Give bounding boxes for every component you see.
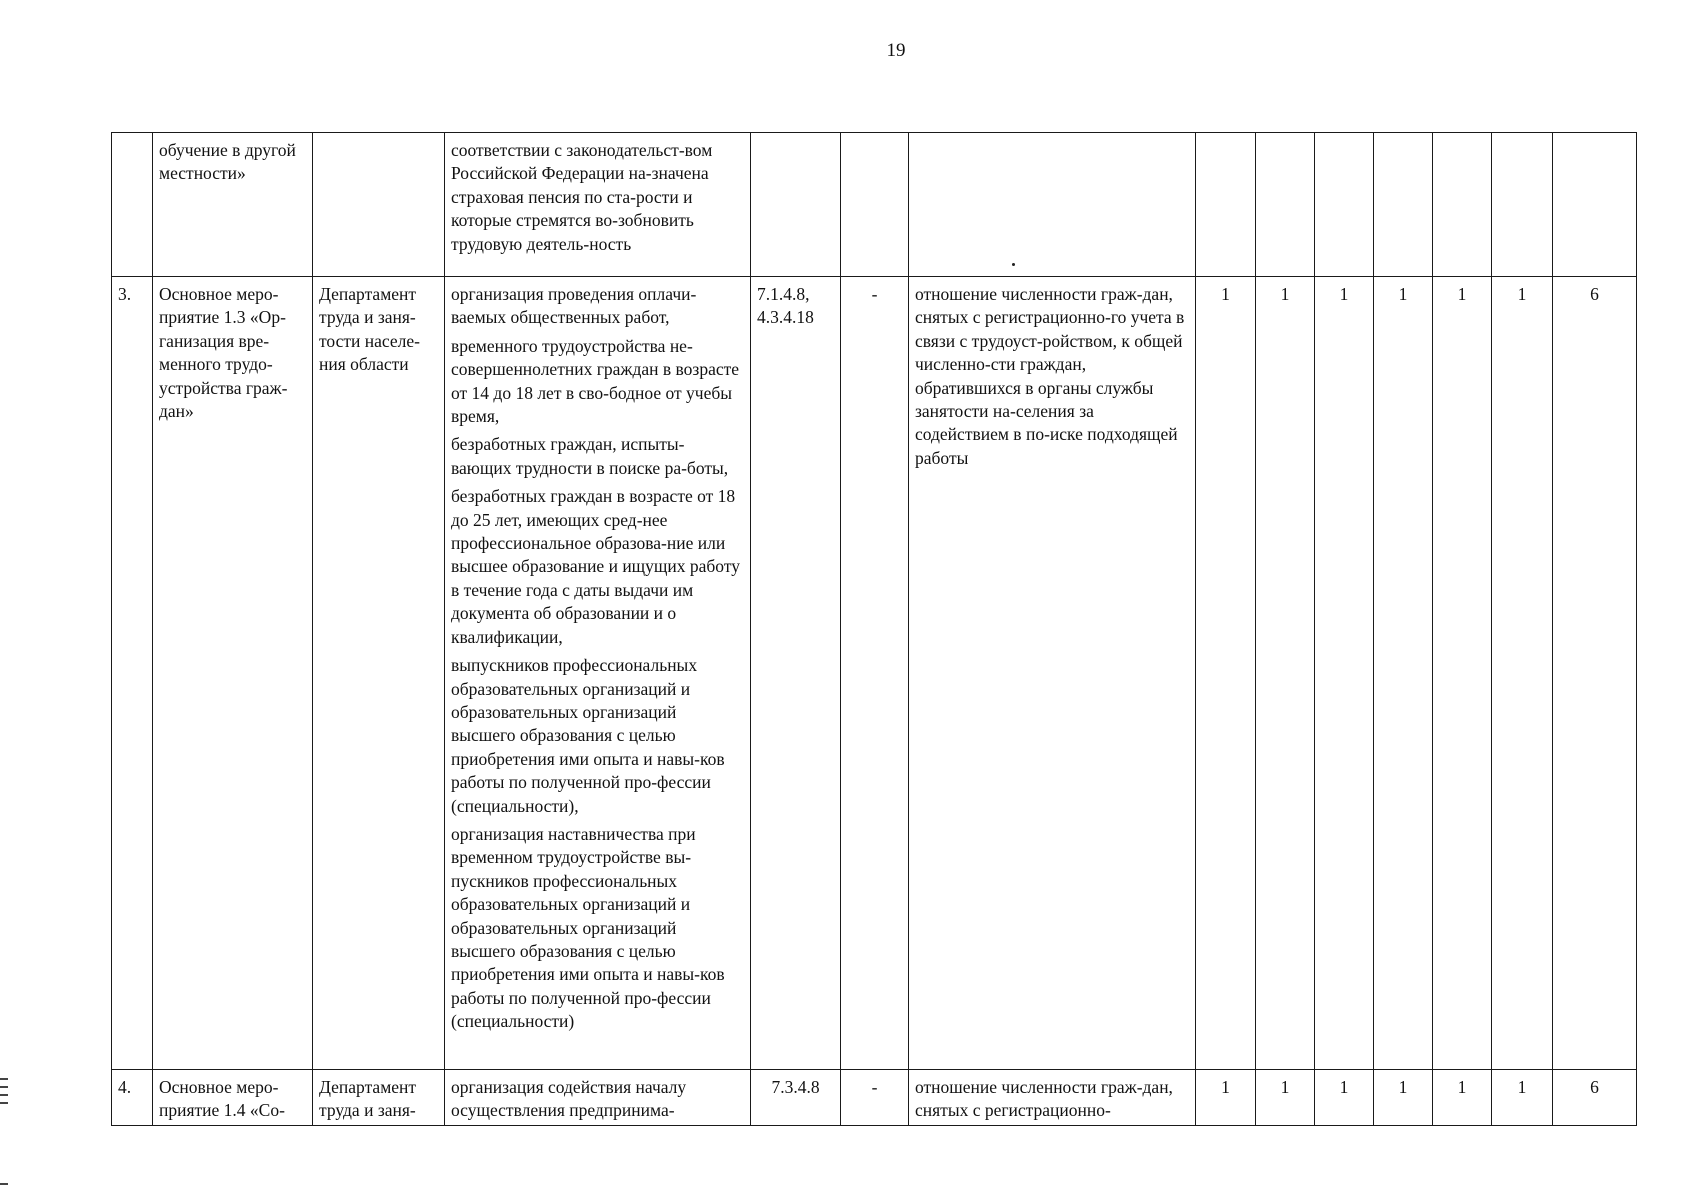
value-cell: 1 — [1196, 1070, 1256, 1126]
row-number — [112, 133, 153, 277]
edge-mark — [0, 1183, 8, 1185]
measure-content — [445, 277, 751, 1070]
executor: Департамент труда и заня-тости населе-ния области — [313, 277, 445, 1070]
table-row — [112, 277, 1637, 1070]
executor — [313, 133, 445, 277]
value-cell: 1 — [1374, 277, 1433, 1070]
value-cell: 1 — [1433, 277, 1492, 1070]
measure-name: обучение в другой местности» — [153, 133, 313, 277]
total-cell: 6 — [1553, 277, 1637, 1070]
value-cell: 1 — [1433, 1070, 1492, 1126]
value-cell — [1196, 133, 1256, 277]
program-code: 7.1.4.8, 4.3.4.18 — [751, 277, 841, 1070]
content-paragraph: временного трудоустройства не-совершеннолетних граждан в возрасте от 14 до 18 лет в сво-бодное от учебы время, — [451, 335, 740, 427]
value-cell: 1 — [1256, 1070, 1315, 1126]
value-cell — [1374, 133, 1433, 277]
dash-cell — [841, 133, 909, 277]
value-cell: 1 — [1256, 277, 1315, 1070]
content-paragraph: соответствии с законодательст-вом Российской Федерации на-значена страховая пенсия по ста-рости и которые стремятся во-зобновить трудовую деятель-ность — [451, 140, 713, 254]
program-code — [751, 133, 841, 277]
page-number: 19 — [886, 40, 906, 61]
executor: Департамент труда и заня- — [313, 1070, 445, 1126]
table-row — [112, 1070, 1637, 1126]
value-cell: 1 — [1196, 277, 1256, 1070]
content-paragraph: организация содействия началу осуществления предпринима- — [451, 1077, 687, 1121]
program-code: 7.3.4.8 — [751, 1070, 841, 1126]
value-cell: 1 — [1492, 1070, 1553, 1126]
edge-mark — [0, 1102, 8, 1104]
dash-cell: - — [841, 277, 909, 1070]
measure-content — [445, 133, 751, 277]
dash-cell: - — [841, 1070, 909, 1126]
measure-name: Основное меро-приятие 1.4 «Со- — [153, 1070, 313, 1126]
value-cell — [1315, 133, 1374, 277]
value-cell — [1256, 133, 1315, 277]
value-cell — [1433, 133, 1492, 277]
measures-table — [111, 132, 1637, 1126]
row-number: 4. — [112, 1070, 153, 1126]
value-cell: 1 — [1315, 1070, 1374, 1126]
content-paragraph: выпускников профессиональных образовательных организаций и образовательных организаций высшего образования с целью приобретения ими опыта и навы-ков работы по полученной про-фессии (специальности), — [451, 655, 725, 816]
scan-speck — [1012, 263, 1015, 266]
content-paragraph: безработных граждан, испыты-вающих трудности в поиске ра-боты, — [451, 434, 729, 478]
value-cell — [1492, 133, 1553, 277]
value-cell: 1 — [1374, 1070, 1433, 1126]
value-cell: 1 — [1492, 277, 1553, 1070]
measure-name: Основное меро-приятие 1.3 «Ор-ганизация вре-менного трудо-устройства граж-дан» — [153, 277, 313, 1070]
edge-mark — [0, 1086, 8, 1088]
measure-content — [445, 1070, 751, 1126]
indicator — [909, 133, 1196, 277]
content-paragraph: безработных граждан в возрасте от 18 до 25 лет, имеющих сред-нее профессиональное образова-ние или высшее образование и ищущих работу в течение года с даты выдачи им документа об образовании и о квалификации, — [451, 486, 740, 647]
edge-mark — [0, 1094, 8, 1096]
row-number: 3. — [112, 277, 153, 1070]
indicator: отношение численности граж-дан, снятых с регистрационно- — [909, 1070, 1196, 1126]
table-row — [112, 133, 1637, 277]
edge-mark — [0, 1078, 8, 1080]
total-cell: 6 — [1553, 1070, 1637, 1126]
content-paragraph: организация проведения оплачи-ваемых общественных работ, — [451, 284, 697, 328]
total-cell — [1553, 133, 1637, 277]
indicator: отношение численности граж-дан, снятых с регистрационно-го учета в связи с трудоуст-ройством, к общей численно-сти граждан, обратившихся в органы службы занятости на-селения за содействием в по-иске подходящей работы — [909, 277, 1196, 1070]
content-paragraph: организация наставничества при временном трудоустройстве вы-пускников профессиональных образовательных организаций и образовательных организаций высшего образования с целью приобретения ими опыта и навы-ков работы по полученной про-фессии (специальности) — [451, 823, 725, 1032]
value-cell: 1 — [1315, 277, 1374, 1070]
